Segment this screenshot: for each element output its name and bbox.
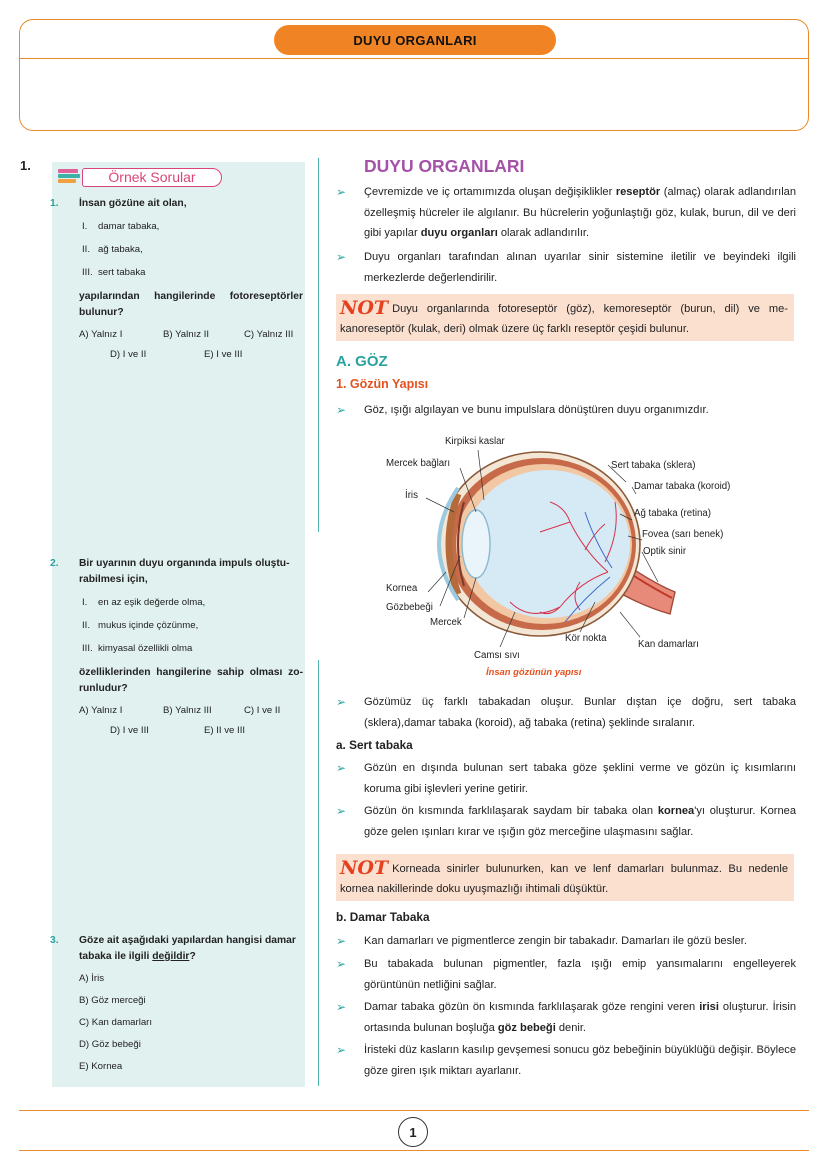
page-title: DUYU ORGANLARI: [274, 25, 556, 55]
eye-diagram: [380, 432, 780, 682]
header-box: [19, 19, 809, 131]
arrow-icon: ➢: [336, 934, 347, 948]
bullet-damar-2: ➢ Bu tabakada bulunan pigmentler, fazla ışığı emip yansımalarını engelleyerek görüntünün netliğini sağlar.: [336, 954, 796, 995]
heading-damar-tabaka: b. Damar Tabaka: [336, 910, 430, 924]
question-1-item: II. ağ tabaka,: [82, 244, 143, 255]
label-kan-damarlari: Kan damarları: [638, 639, 699, 650]
question-2-item: II. mukus içinde çözünme,: [82, 620, 199, 631]
not-icon: NOT: [340, 297, 389, 319]
option-e[interactable]: E) Kornea: [79, 1061, 123, 1072]
bullet-sert-1: ➢ Gözün en dışında bulunan sert tabaka göze şeklini verme ve gözün iç kısımlarını koruma gibi işlevleri yerine getirir.: [336, 758, 796, 799]
bullet-damar-3: ➢ Damar tabaka gözün ön kısmında farklılaşarak göze rengini veren irisi oluşturur. İrisin ortasında bulunan boşluğa göz bebeği denir.: [336, 997, 796, 1038]
arrow-icon: ➢: [336, 250, 347, 264]
arrow-icon: ➢: [336, 1000, 347, 1014]
question-1: [52, 196, 305, 365]
option-b[interactable]: B) Yalnız II: [163, 329, 210, 340]
option-e[interactable]: E) I ve III: [204, 349, 243, 360]
label-optik: Optik sinir: [643, 546, 687, 557]
arrow-icon: ➢: [336, 761, 347, 775]
question-2-options: [79, 703, 305, 741]
arrow-icon: ➢: [336, 804, 347, 818]
footer-line-bottom: [19, 1150, 809, 1151]
option-c[interactable]: C) I ve II: [244, 705, 281, 716]
question-3: [52, 933, 305, 1075]
heading-sert-tabaka: a. Sert tabaka: [336, 738, 413, 752]
bullet-intro-2: ➢ Duyu organları tarafından alınan uyarılar sinir sistemine iletilir ve beyindeki ilgili merkezlerde değerlendirilir.: [336, 247, 796, 288]
bullet-sert-2: ➢ Gözün ön kısmında farklılaşarak saydam bir tabaka olan kornea'yı oluşturur. Kornea göze gelen ışınları kırar ve ışığın göz merceğine ulaşmasını sağlar.: [336, 801, 796, 842]
heading-goz: A. GÖZ: [336, 353, 388, 370]
label-kirpiksi: Kirpiksi kaslar: [445, 436, 505, 447]
books-icon: [58, 169, 82, 185]
label-kornea: Kornea: [386, 583, 418, 594]
question-1-item: I. damar tabaka,: [82, 221, 160, 232]
page-number: 1: [398, 1117, 428, 1147]
bullet-goz-1: ➢ Göz, ışığı algılayan ve bunu impulslara dönüştüren duyu organımızdır.: [336, 400, 796, 421]
label-mercek-baglari: Mercek bağları: [386, 458, 451, 469]
column-divider: [318, 660, 319, 1086]
footer-line-top: [19, 1110, 809, 1111]
column-divider: [318, 158, 319, 532]
option-b[interactable]: B) Göz merceği: [79, 995, 146, 1006]
option-c[interactable]: C) Yalnız III: [244, 329, 294, 340]
option-b[interactable]: B) Yalnız III: [163, 705, 212, 716]
question-number: 1.: [20, 158, 31, 173]
ornek-sorular-banner: [58, 166, 223, 188]
question-1-item: III. sert tabaka: [82, 267, 146, 278]
question-2-number: 2.: [50, 558, 59, 569]
option-a[interactable]: A) Yalnız I: [79, 705, 123, 716]
label-mercek: Mercek: [430, 617, 462, 628]
note-box-1: NOT Duyu organlarında fotoreseptör (göz), kemoreseptör (burun, dil) ve mekanoreseptör (kulak, deri) olmak üzere üç farklı reseptör çeşidi bulunur.: [336, 294, 794, 341]
question-1-stem: İnsan gözüne ait olan,: [79, 198, 187, 209]
question-3-number: 3.: [50, 935, 59, 946]
arrow-icon: ➢: [336, 403, 347, 417]
question-2-stem: Bir uyarının duyu organında impuls oluşturabilmesi için,: [79, 558, 290, 585]
label-kor-nokta: Kör nokta: [565, 633, 607, 644]
bullet-intro-1: ➢ Çevremizde ve iç ortamımızda oluşan değişiklikler reseptör (almaç) olarak adlandırılan özelleşmiş hücreler ile algılanır. Bu hücrelerin yoğunlaştığı göz, kulak, burun, dil ve deri gibi yapılar duyu organları olarak adlandırılır.: [336, 182, 796, 244]
option-d[interactable]: D) I ve III: [110, 725, 149, 736]
arrow-icon: ➢: [336, 957, 347, 971]
label-iris: İris: [405, 490, 418, 501]
option-a[interactable]: A) Yalnız I: [79, 329, 123, 340]
option-d[interactable]: D) I ve II: [110, 349, 147, 360]
section-title: DUYU ORGANLARI: [364, 156, 525, 176]
label-damar: Damar tabaka (koroid): [634, 481, 731, 492]
question-2-question: özelliklerinden hangilerine sahip olması zorunludur?: [79, 667, 303, 694]
lens-shape: [462, 510, 490, 578]
sample-questions-panel: [52, 162, 305, 1087]
option-e[interactable]: E) II ve III: [204, 725, 246, 736]
question-1-number: 1.: [50, 198, 59, 209]
header-divider: [20, 58, 808, 59]
question-2-item: III. kimyasal özellikli olma: [82, 643, 193, 654]
label-sert: Sert tabaka (sklera): [611, 460, 696, 471]
option-d[interactable]: D) Göz bebeği: [79, 1039, 141, 1050]
question-3-stem: Göze ait aşağıdaki yapılardan hangisi damar tabaka ile ilgili değildir?: [79, 935, 296, 962]
question-2-item: I. en az eşik değerde olma,: [82, 597, 206, 608]
question-2: [52, 556, 305, 741]
question-1-question: yapılarından hangilerinde fotoreseptörler bulunur?: [79, 291, 303, 318]
label-ag: Ağ tabaka (retina): [634, 508, 712, 519]
arrow-icon: ➢: [336, 1043, 347, 1057]
question-1-options: [79, 327, 305, 365]
label-fovea: Fovea (sarı benek): [642, 529, 724, 540]
not-icon: NOT: [340, 857, 389, 879]
note-box-2: NOT Korneada sinirler bulunurken, kan ve lenf damarları bulunmaz. Bu nedenle kornea nakillerinde doku uyuşmazlığı ihtimali düşüktür.: [336, 854, 794, 901]
arrow-icon: ➢: [336, 695, 347, 709]
heading-goz-yapisi: 1. Gözün Yapısı: [336, 377, 429, 391]
ornek-sorular-label: Örnek Sorular: [82, 168, 222, 187]
label-gozbebegi: Gözbebeği: [386, 602, 433, 613]
figure-caption: İnsan gözünün yapısı: [486, 666, 582, 677]
option-c[interactable]: C) Kan damarları: [79, 1017, 153, 1028]
bullet-layers: ➢ Gözümüz üç farklı tabakadan oluşur. Bunlar dıştan içe doğru, sert tabaka (sklera),damar tabaka (koroid), ağ tabaka (retina) şeklinde sıralanır.: [336, 692, 796, 733]
bullet-damar-1: ➢ Kan damarları ve pigmentlerce zengin bir tabakadır. Damarları ile gözü besler.: [336, 931, 796, 952]
label-camsi: Camsı sıvı: [474, 650, 520, 661]
bullet-damar-4: ➢ İristeki düz kasların kasılıp gevşemesi sonucu göz bebeğinin büyüklüğü değişir. Böylece göze giren ışık miktarı ayarlanır.: [336, 1040, 796, 1081]
arrow-icon: ➢: [336, 185, 347, 199]
option-a[interactable]: A) İris: [79, 973, 105, 984]
